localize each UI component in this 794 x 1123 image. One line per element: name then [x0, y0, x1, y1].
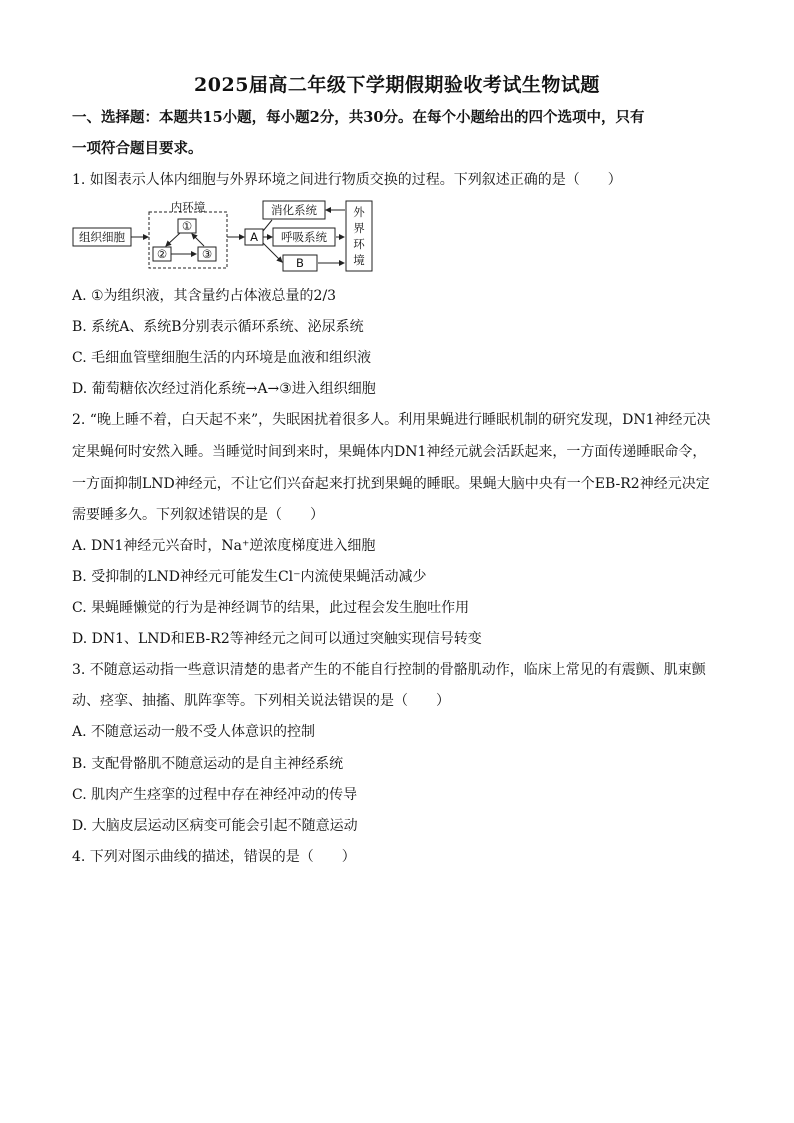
- question-2-stem-line-2: 定果蝇何时安然入睡。当睡觉时间到来时，果蝇体内DN1神经元就会活跃起来，一方面传递睡眠命令，: [72, 444, 707, 460]
- question-1-stem: 1. 如图表示人体内细胞与外界环境之间进行物质交换的过程。下列叙述正确的是（ ）: [72, 172, 622, 188]
- question-2-option-b: B. 受抑制的LND神经元可能发生Cl⁻内流使果蝇活动减少: [72, 569, 427, 585]
- question-2-stem-line-4: 需要睡多久。下列叙述错误的是（ ）: [72, 507, 324, 523]
- outside-env-char-4: 境: [353, 253, 365, 267]
- question-2-stem-line-3: 一方面抑制LND神经元，不让它们兴奋起来打扰到果蝇的睡眠。果蝇大脑中央有一个EB-R2神经元决定: [72, 476, 710, 492]
- question-3-option-a: A. 不随意运动一般不受人体意识的控制: [72, 724, 316, 740]
- question-1-option-a: A. ①为组织液，其含量约占体液总量的2/3: [72, 288, 337, 304]
- respiratory-system-label: 呼吸系统: [281, 230, 327, 244]
- question-1-option-b: B. 系统A、系统B分别表示循环系统、泌尿系统: [72, 319, 364, 335]
- internal-env-label: 内环境: [170, 200, 206, 214]
- tissue-cell-label: 组织细胞: [79, 230, 125, 244]
- outside-env-char-3: 环: [353, 237, 365, 251]
- node-2-label: ②: [156, 247, 168, 261]
- question-2-option-c: C. 果蝇睡懒觉的行为是神经调节的结果，此过程会发生胞吐作用: [72, 600, 470, 616]
- question-3-option-d: D. 大脑皮层运动区病变可能会引起不随意运动: [72, 818, 358, 834]
- exam-title: 2025届高二年级下学期假期验收考试生物试题: [194, 74, 600, 96]
- question-2-option-d: D. DN1、LND和EB-R2等神经元之间可以通过突触实现信号转变: [72, 631, 482, 647]
- outside-env-char-1: 外: [353, 205, 365, 219]
- section-heading-line-1: 一、选择题：本题共15小题，每小题2分，共30分。在每个小题给出的四个选项中，只有: [72, 109, 645, 126]
- arrow-1-to-2: [166, 233, 180, 246]
- digestive-system-label: 消化系统: [271, 203, 317, 217]
- question-2-stem-line-1: 2. “晚上睡不着，白天起不来”，失眠困扰着很多人。利用果蝇进行睡眠机制的研究发现，DN1神经元决: [72, 412, 711, 428]
- node-1-label: ①: [181, 219, 193, 233]
- question-4-stem: 4. 下列对图示曲线的描述，错误的是（ ）: [72, 849, 356, 865]
- arrow-a-digestive: [263, 220, 272, 231]
- question-3-stem-line-2: 动、痉挛、抽搐、肌阵挛等。下列相关说法错误的是（ ）: [72, 693, 450, 709]
- section-heading-line-2: 一项符合题目要求。: [72, 140, 203, 157]
- outside-env-char-2: 界: [353, 221, 365, 235]
- arrow-3-to-1: [192, 234, 204, 246]
- question-3-stem-line-1: 3. 不随意运动指一些意识清楚的患者产生的不能自行控制的骨骼肌动作，临床上常见的有震颤、肌束颤: [72, 662, 706, 678]
- internal-environment-diagram: [72, 200, 377, 272]
- system-b-label: B: [296, 256, 304, 270]
- question-2-option-a: A. DN1神经元兴奋时，Na⁺逆浓度梯度进入细胞: [72, 538, 376, 554]
- question-1-option-c: C. 毛细血管壁细胞生活的内环境是血液和组织液: [72, 350, 372, 366]
- question-3-option-b: B. 支配骨骼肌不随意运动的是自主神经系统: [72, 756, 344, 772]
- node-3-label: ③: [201, 247, 213, 261]
- system-a-label: A: [250, 230, 258, 244]
- question-1-option-d: D. 葡萄糖依次经过消化系统→A→③进入组织细胞: [72, 381, 376, 397]
- question-3-option-c: C. 肌肉产生痉挛的过程中存在神经冲动的传导: [72, 787, 358, 803]
